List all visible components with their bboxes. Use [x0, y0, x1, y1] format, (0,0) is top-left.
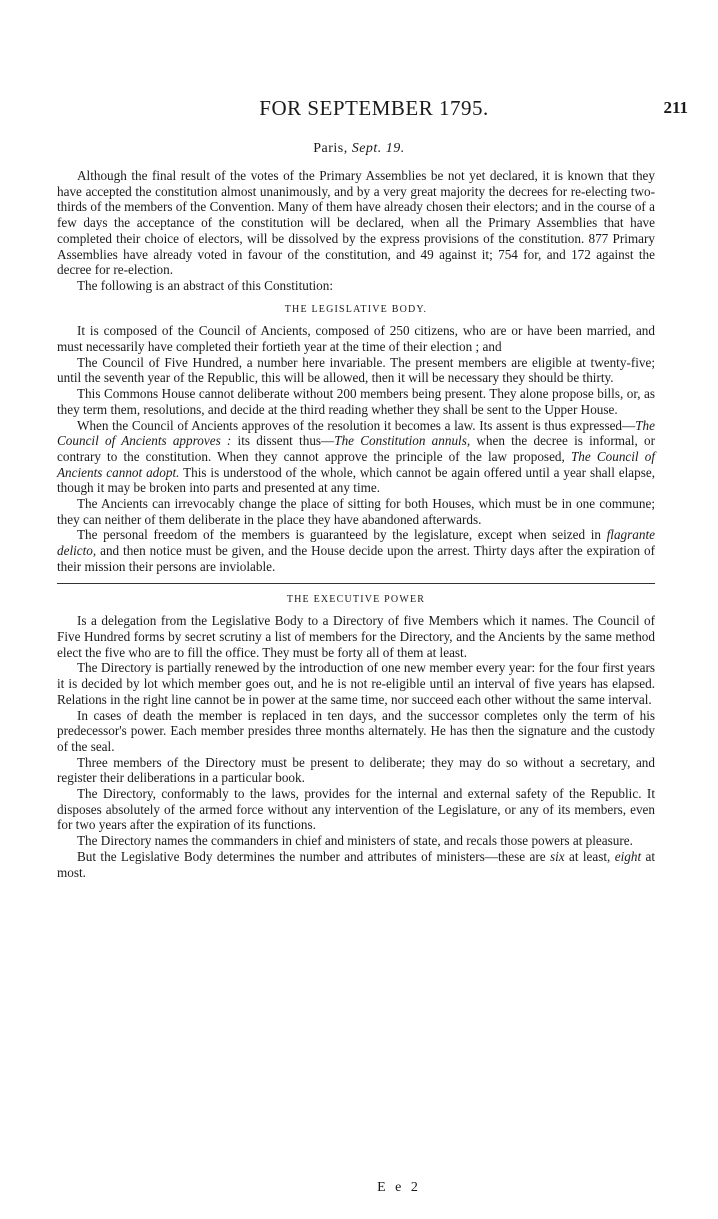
article-body — [57, 168, 655, 880]
executive-paragraph-4: Three members of the Directory must be present to deliberate; they may do so without a secretary, and register their deliberations in a particular book. — [57, 754, 655, 786]
executive-paragraph-5: The Directory, conformably to the laws, provides for the internal and external safety of the Republic. It disposes absolutely of the armed force without any intervention of the Legislature, or any of its members, even for two years after the expiration of its functions. — [57, 786, 655, 833]
executive-p7-b: six — [549, 848, 565, 864]
executive-p7-c: at least, — [564, 848, 615, 864]
legislative-paragraph-4 — [57, 418, 655, 497]
legislative-p4-a: When the Council of Ancients approves of the resolution it becomes a law. Its assent is thus expressed— — [77, 417, 636, 433]
legislative-paragraph-2: The Council of Five Hundred, a number here invariable. The present members are eligible at twenty-five; until the seventh year of the Republic, this will be allowed, then it will be necessary they should be thirty. — [57, 354, 655, 386]
legislative-paragraph-5: The Ancients can irrevocably change the place of sitting for both Houses, which must be in one commune; they can neither of them deliberate in the place they have abandoned afterwards. — [57, 496, 655, 527]
intro-paragraph-1: Although the final result of the votes of the Primary Assemblies be not yet declared, it is known that they have accepted the constitution almost unanimously, and by a very great majority the decrees for re-electing two-thirds of the members of the Convention. Many of them have already chosen their electors; and in the course of a few days the acceptance of the constitution will be declared, when all the Primary Assemblies that have completed their choice of electors, will be dissolved by the express provisions of the constitution. 877 Primary Assemblies have already voted in favour of the constitution, and 49 against it; 754 for, and 172 against the decree for re-election. — [57, 168, 655, 278]
executive-p7-e: at most. — [57, 848, 656, 880]
running-title: FOR SEPTEMBER 1795. — [259, 96, 489, 120]
legislative-p6-a: The personal freedom of the members is guaranteed by the legislature, except when seized in — [77, 527, 607, 543]
legislative-heading: THE LEGISLATIVE BODY. — [284, 303, 428, 315]
intro-paragraph-2: The following is an abstract of this Constitution: — [77, 277, 334, 293]
legislative-paragraph-3: This Commons House cannot deliberate without 200 members being present. They alone propose bills, or, as they term them, resolutions, and decide at the third reading whether they shall be sent to the Upper House. — [57, 386, 655, 417]
signature-mark: E e 2 — [377, 1180, 421, 1195]
legislative-p4-g: This is understood of the whole, which cannot be again offered until a year shall elapse, though it may be broken into parts and presented at any time. — [57, 464, 655, 496]
page-header — [60, 96, 688, 122]
executive-heading: THE EXECUTIVE POWER — [286, 593, 426, 605]
dateline — [0, 141, 718, 157]
legislative-p6-b: flagrante delicto, — [57, 527, 655, 559]
executive-paragraph-2: The Directory is partially renewed by the introduction of one new member every year: for the four first years it is decided by lot which member goes out, and he is not re-eligible until an interval of five years has elapsed. Relations in the right line cannot be in power at the same time, nor succeed each other without the same interval. — [57, 660, 655, 707]
executive-p7-d: eight — [614, 848, 642, 864]
legislative-p4-b: The Council of Ancients approves : — [57, 417, 655, 449]
executive-paragraph-6: The Directory names the commanders in chief and ministers of state, and recals those powers at pleasure. — [77, 833, 633, 849]
legislative-paragraph-6 — [57, 527, 655, 574]
legislative-p4-d: The Constitution annuls, — [334, 433, 471, 449]
dateline-place: Paris, — [313, 141, 348, 156]
executive-p7-a: But the Legislative Body determines the number and attributes of ministers—these are — [77, 848, 550, 864]
executive-paragraph-7 — [57, 849, 655, 880]
section-divider — [57, 583, 655, 584]
page-number: 211 — [663, 98, 688, 117]
legislative-paragraph-1: It is composed of the Council of Ancients, composed of 250 citizens, who are or have been married, and must necessarily have completed their fortieth year at the time of their election ; and — [57, 323, 655, 355]
legislative-p6-c: and then notice must be given, and the House decide upon the arrest. Thirty days after the expiration of their mission their persons are inviolable. — [57, 543, 655, 574]
executive-paragraph-1: Is a delegation from the Legislative Body to a Directory of five Members which it names. The Council of Five Hundred forms by secret scrutiny a list of members for the Directory, and the Ancients by the same method elect the five who are to fill the office. They must be forty all of them at least. — [57, 613, 655, 660]
dateline-date: Sept. 19. — [351, 141, 405, 156]
legislative-p4-f: The Council of Ancients cannot adopt. — [57, 448, 655, 480]
legislative-p4-e: when the decree is informal, or contrary to the constitution. When they cannot approve the principle of the law proposed, — [57, 433, 656, 464]
legislative-p4-c: its dissent thus— — [231, 433, 335, 449]
executive-paragraph-3: In cases of death the member is replaced in ten days, and the successor completes only the term of his predecessor's power. Each member presides three months alternately. He has then the signature and the custody of the seal. — [57, 707, 655, 754]
